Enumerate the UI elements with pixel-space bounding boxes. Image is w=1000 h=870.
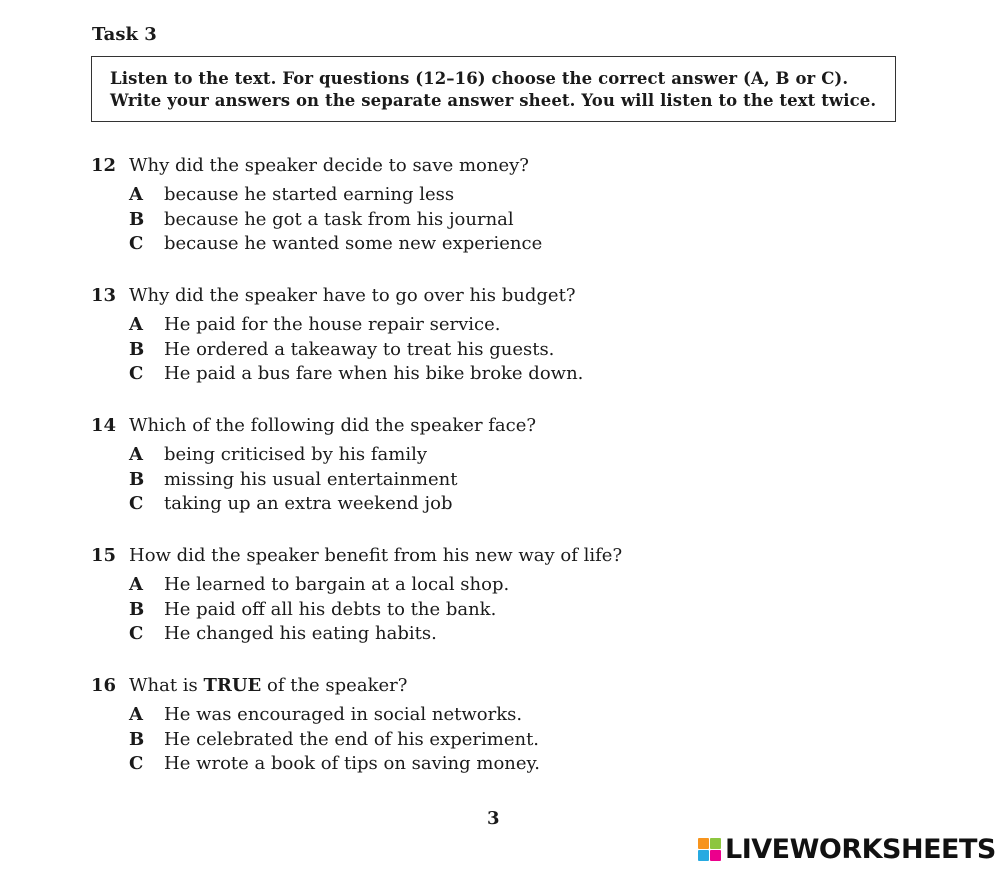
option-c[interactable] <box>129 622 622 647</box>
option-letter: C <box>129 623 144 644</box>
option-c[interactable] <box>129 232 542 257</box>
liveworksheets-logo[interactable] <box>698 834 996 865</box>
question-number: 13 <box>91 285 117 306</box>
option-letter: B <box>129 728 145 750</box>
option-b[interactable] <box>129 208 542 233</box>
option-letter: A <box>129 444 143 465</box>
question-text: Why did the speaker have to go over his budget? <box>129 285 576 306</box>
logo-square-pink <box>710 850 721 861</box>
option-a[interactable] <box>129 313 583 338</box>
option-text: He celebrated the end of his experiment. <box>164 728 540 750</box>
option-letter: B <box>129 468 145 490</box>
instructions-box <box>91 56 896 122</box>
option-a[interactable] <box>129 573 622 598</box>
instructions-line-1: Listen to the text. For questions (12–16) choose the correct answer (A, B or C). <box>110 69 849 88</box>
option-letter: C <box>129 233 144 254</box>
question-number: 15 <box>91 545 117 566</box>
instructions-line-2: Write your answers on the separate answer sheet. You will listen to the text twice. <box>110 91 877 110</box>
option-c[interactable] <box>129 362 583 387</box>
option-text: He paid a bus fare when his bike broke down. <box>164 363 584 384</box>
task-title: Task 3 <box>92 24 157 45</box>
option-text: He was encouraged in social networks. <box>164 704 523 725</box>
brand-name: LIVEWORKSHEETS <box>725 834 996 865</box>
option-text: He ordered a takeaway to treat his guests. <box>164 338 555 360</box>
question-16 <box>91 671 540 777</box>
option-a[interactable] <box>129 443 536 468</box>
option-text: taking up an extra weekend job <box>164 493 453 514</box>
option-text: because he wanted some new experience <box>164 233 543 254</box>
option-letter: C <box>129 493 144 514</box>
logo-square-blue <box>698 850 709 861</box>
option-text: He wrote a book of tips on saving money. <box>164 753 541 774</box>
option-text: He changed his eating habits. <box>164 623 437 644</box>
option-text: because he started earning less <box>164 184 455 205</box>
option-b[interactable] <box>129 728 540 753</box>
question-number: 12 <box>91 155 117 176</box>
liveworksheets-logo-icon <box>698 838 721 861</box>
page-number: 3 <box>487 808 500 829</box>
option-c[interactable] <box>129 492 536 517</box>
option-text: He paid off all his debts to the bank. <box>164 598 497 620</box>
logo-square-orange <box>698 838 709 849</box>
question-text-before: What is <box>129 675 204 696</box>
option-text: because he got a task from his journal <box>164 208 514 230</box>
question-number: 14 <box>91 415 117 436</box>
option-letter: B <box>129 208 145 230</box>
question-15 <box>91 541 622 647</box>
option-letter: A <box>129 314 143 335</box>
question-text-after: of the speaker? <box>261 675 408 696</box>
option-text: being criticised by his family <box>164 444 428 465</box>
option-letter: B <box>129 598 145 620</box>
option-letter: B <box>129 338 145 360</box>
question-text: Why did the speaker decide to save money? <box>129 155 529 176</box>
option-letter: A <box>129 184 143 205</box>
option-letter: A <box>129 574 143 595</box>
question-text: How did the speaker benefit from his new way of life? <box>129 545 623 566</box>
question-12 <box>91 151 542 257</box>
question-text <box>129 675 407 696</box>
option-text: He learned to bargain at a local shop. <box>164 574 510 595</box>
option-a[interactable] <box>129 703 540 728</box>
option-a[interactable] <box>129 183 542 208</box>
option-letter: C <box>129 363 144 384</box>
option-b[interactable] <box>129 598 622 623</box>
option-letter: C <box>129 753 144 774</box>
question-text: Which of the following did the speaker face? <box>129 415 537 436</box>
option-b[interactable] <box>129 338 583 363</box>
option-c[interactable] <box>129 752 540 777</box>
option-b[interactable] <box>129 468 536 493</box>
option-text: missing his usual entertainment <box>164 468 458 490</box>
option-text: He paid for the house repair service. <box>164 314 501 335</box>
logo-square-green <box>710 838 721 849</box>
question-text-emphasis: TRUE <box>203 675 262 696</box>
option-letter: A <box>129 704 143 725</box>
question-number: 16 <box>91 675 117 696</box>
question-13 <box>91 281 583 387</box>
question-14 <box>91 411 536 517</box>
